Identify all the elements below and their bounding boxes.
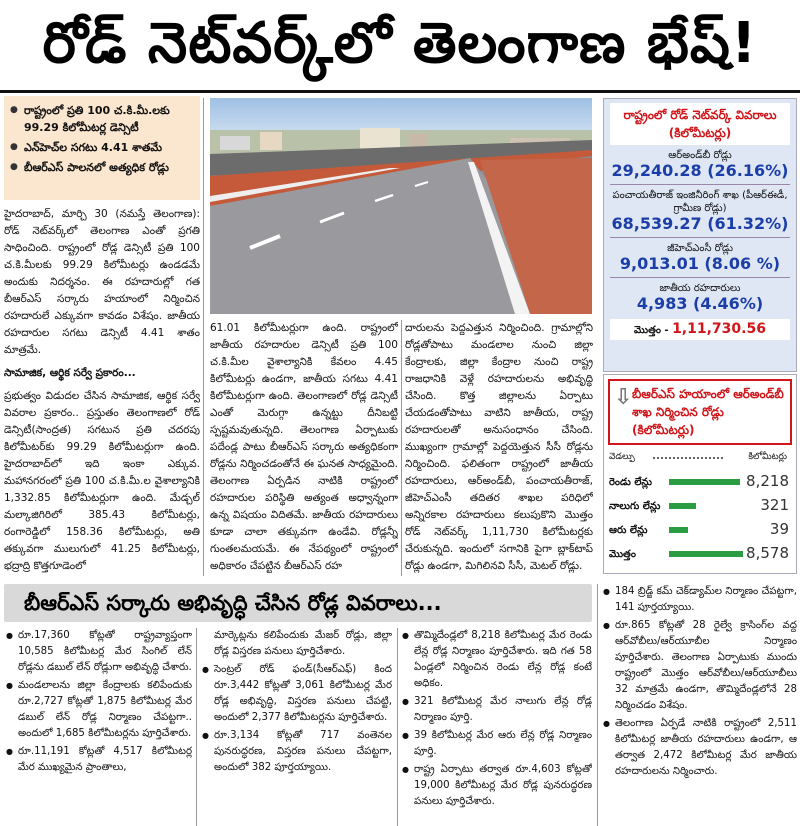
detail-item: ● సెంట్రల్ రోడ్ ఫండ్(సీఆర్ఎఫ్) కింద రూ.3,442 కోట్లతో 3,061 కిలోమీటర్ల మేర రోడ్ల అభివృద్ధి, విస్తరణ పనులు చేపట్టి, అందులో 2,377 కిలోమీటర్లను పూర్తిచేశారు. — [202, 662, 392, 726]
detail-item: ● రూ.11,191 కోట్లతో 4,517 కిలోమీటర్ల మేర ముఖ్యమైన ప్రాంతాలు, — [6, 744, 192, 776]
article-body-3: దారులను పెద్దఎత్తున నిర్మించింది. గ్రామాల్లోని రోడ్లతోపాటు మండలాల నుంచి జిల్లా కేంద్రాలకు, జిల్లా కేంద్రాల నుంచి రాష్ట్ర రాజధానికి వెళ్లే రహదారులను అభివృద్ధి చేసింది. కొత్త జిల్లాలను ఏర్పాటు చేయడంతోపాటు వాటిని జాతీయ, రాష్ట్ర రహదారులతో అనుసంధానం చేసింది. ముఖ్యంగా గ్రామాల్లో పెద్దయెత్తున సీసీ రోడ్లను నిర్మించింది. ఫలితంగా రాష్ట్రంలో జాతీయ రహదారులు, ఆర్అండ్‌బీ, పంచాయతీరాజ్, జీహెచ్ఎంసీ తదితర శాఖల పరిధిలో అన్నిరకాల రహదారులు కలుపుకొని మొత్తం రోడ్ నెట్‌వర్క్ 1,11,730 కిలోమీటర్లకు చేరుకున్నది. ఇందులో సగానికి పైగా బ్లాక్‌టాప్ రోడ్లు ఉండగా, మిగిలినవి సీసీ, మెటల్ రోడ్లు. — [405, 322, 593, 572]
details-column-2 — [202, 628, 392, 826]
lane-head-left: వెడల్పు — [609, 452, 635, 462]
article-intro: హైదరాబాద్, మార్చి 30 (నమస్తే తెలంగాణ): రోడ్ నెట్‌వర్క్‌లో తెలంగాణ ఎంతో ప్రగతి సాధించింది. రాష్ట్రంలో రోడ్ల డెన్సిటీ ప్రతి 100 చ.కి.మీలకు 99.29 కిలోమీటర్లు ఉండడమే అందుకు నిదర్శనం. ఈ రహదారుల్లో గత బీఆర్ఎస్ సర్కారు హయాంలో నిర్మించిన రహదారులే ఎక్కువగా కావడం విశేషం. జాతీయ రహదారుల సగటు డెన్సిటీ 4.41 శాతం మాత్రమే. — [4, 208, 200, 356]
details-column-4 — [603, 584, 797, 826]
article-body-1: ప్రభుత్వం విడుదల చేసిన సామాజిక, ఆర్థిక సర్వే వివరాల ప్రకారం.. ప్రస్తుతం తెలంగాణలో రోడ్ డెన్సిటీ(సాంద్రత) సగటున ప్రతి చదరపు కిలోమీటర్‌కు 99.29 కిలోమీటర్లుగా ఉంది. హైదరాబాద్‌లో ఇది ఇంకా ఎక్కువ. మహానగరంలో ప్రతి 100 చ.కి.మీ.ల వైశాల్యానికి 1,332.85 కిలోమీటర్లుగా ఉంది. మేడ్చల్ మల్కాజిగిరిలో 385.43 కిలోమీటర్లు, రంగారెడ్డిలో 158.36 కిలోమీటర్లు, అతి తక్కువగా ములుగులో 41.25 కిలోమీటర్లు, భద్రాద్రి కొత్తగూడెంలో — [4, 390, 200, 572]
network-label: జీహెచ్ఎంసీ రోడ్లు — [667, 243, 733, 254]
lane-bar — [669, 527, 688, 533]
article-body-2: 61.01 కిలోమీటర్లుగా ఉంది. రాష్ట్రంలో జాతీయ రహదారుల డెన్సిటీ ప్రతి 100 చ.కి.మీల వైశాల్యానికి కేవలం 4.45 కిలోమీటర్లు ఉండగా, జాతీయ సగటు 4.41 కిలోమీటర్లుగా ఉంది. తెలంగాణలో రోడ్ల డెన్సిటీ ఎంతో మెరుగ్గా ఉన్నట్టు దీనిబట్టి స్పష్టమవుతున్నది. తెలంగాణ ఏర్పాటుకు పదేండ్ల పాటు బీఆర్ఎస్ సర్కారు అత్యధికంగా రోడ్లను నిర్మించడంతోనే ఈ ఘనత సాధ్యమైంది. తెలంగాణ ఏర్పడిన నాటికి రాష్ట్రంలో రహదారుల పరిస్థితి అత్యంత అధ్వాన్నంగా ఉన్న విషయం విదితమే. జాతీయ రహదారులు కూడా చాలా తక్కువగా ఉండేవి. రోడ్లన్నీ గుంతలమయమే. ఈ నేపథ్యంలో రాష్ట్రంలో అధికారం చేపట్టిన బీఆర్ఎస్ రహ — [210, 322, 398, 572]
lane-value: 8,218 — [746, 472, 789, 490]
headline-rule — [0, 90, 800, 93]
network-total — [610, 319, 790, 340]
lane-table-header — [609, 452, 793, 466]
network-label: జాతీయ రహదారులు — [659, 283, 741, 294]
network-value: 9,013.01 (8.06 %) — [619, 254, 781, 273]
lane-row — [607, 496, 793, 516]
highlight-item: ● ఎన్‌హెచ్‌ల సగటు 4.41 శాతమే — [10, 139, 194, 156]
road-network-box — [603, 98, 797, 372]
network-total-label: మొత్తం - — [634, 325, 669, 336]
lane-row — [607, 544, 793, 564]
lane-bar — [669, 503, 696, 509]
lane-row — [607, 472, 793, 492]
detail-item: ● రూ.3,134 కోట్లతో 717 వంతెనల పునరుద్ధరణ, విస్తరణ పనులు చేపట్టగా, అందులో 382 పూర్తయ్యాయి. — [202, 728, 392, 776]
detail-item: ● తొమ్మిదేండ్లలో 8,218 కిలోమీటర్ల మేర రెండు లేన్ల రోడ్ల నిర్మాణం పూర్తిచేశారు. ఇది గత 58 ఏండ్లలో నిర్మించిన రెండు లేన్ల రోడ్ల కంటే అధికం. — [402, 628, 592, 692]
brs-title: ⇩ బీఆర్ఎస్ హయాంలో ఆర్అండ్‌బీ శాఖ నిర్మించిన రోడ్లు (కిలోమీటర్లు) — [608, 379, 792, 445]
detail-item: ● 184 బ్రిడ్జ్ కమ్ చెక్‌డ్యామ్‌ల నిర్మాణం చేపట్టగా, 141 పూర్తయ్యాయి. — [603, 584, 797, 616]
lane-label: మొత్తం — [609, 549, 636, 560]
highlight-item: ● బీఆర్ఎస్ పాలనలో అత్యధిక రోడ్లు — [10, 159, 194, 176]
network-value: 68,539.27 (61.32%) — [611, 214, 789, 233]
column-divider — [203, 98, 204, 576]
details-column-1 — [6, 628, 192, 826]
lane-bar — [669, 479, 740, 485]
lane-bar — [669, 551, 743, 557]
network-label: ఆర్అండ్‌బీ రోడ్లు — [668, 150, 732, 161]
network-total-value: 1,11,730.56 — [672, 321, 766, 337]
network-value: 4,983 (4.46%) — [636, 294, 764, 313]
lane-label: ఆరు లేన్లు — [609, 525, 648, 536]
network-label: పంచాయతీరాజ్ ఇంజినీరింగ్ శాఖ (పీఆర్ఈడీ, గ్రామీణ రోడ్లు) — [612, 190, 788, 214]
detail-item: ● 321 కిలోమీటర్ల మేర నాలుగు లేన్ల రోడ్ల నిర్మాణం పూర్తి. — [402, 694, 592, 726]
article-column-3 — [405, 320, 593, 576]
detail-item: ● తెలంగాణ ఏర్పడే నాటికి రాష్ట్రంలో 2,511 కిలోమీటర్ల జాతీయ రహదారులు ఉండగా, ఆ తర్వాత 2,472 కిలోమీటర్ల మేర జాతీయ రహదారులను నిర్మించారు. — [603, 716, 797, 780]
lane-head-right: కిలోమీటర్లు — [748, 452, 787, 462]
highlight-item: ● రాష్ట్రంలో ప్రతి 100 చ.కి.మీ.లకు 99.29 కిలోమీటర్ల డెన్సిటీ — [10, 102, 194, 136]
headline: రోడ్ నెట్‌వర్క్‌లో తెలంగాణ భేష్! — [42, 11, 758, 76]
lane-label: నాలుగు లేన్లు — [609, 501, 661, 512]
lane-label: రెండు లేన్లు — [609, 477, 652, 488]
article-subhead: సామాజిక, ఆర్థిక సర్వే ప్రకారం... — [4, 367, 136, 379]
column-divider — [401, 320, 402, 576]
lane-row — [607, 520, 793, 540]
detail-item: ● రూ.17,360 కోట్లతో రాష్ట్రవ్యాప్తంగా 10,585 కిలోమీటర్ల మేర సింగిల్ లేన్ రోడ్లను డబుల్ లేన్ రోడ్లుగా అభివృద్ధి చేశారు. — [6, 628, 192, 676]
highway-photo — [210, 98, 592, 314]
article-column-2 — [210, 320, 398, 576]
details-column-3 — [402, 628, 592, 826]
down-arrow-icon: ⇩ — [614, 385, 633, 410]
article-column-1 — [4, 206, 200, 576]
section-band: బీఆర్ఎస్ సర్కారు అభివృద్ధి చేసిన రోడ్ల వివరాలు... — [4, 584, 592, 622]
detail-item: ● రాష్ట్ర ఏర్పాటు తర్వాత రూ.4,603 కోట్లతో 19,000 కిలోమీటర్ల మేర రోడ్ల పునరుద్ధరణ పనులు పూర్తిచేశారు. — [402, 762, 592, 810]
highlights-box — [4, 96, 200, 200]
detail-continuation: మార్కెట్లను కలిపేందుకు మేజర్ రోడ్లు, జిల్లా రోడ్ల విస్తరణ పనులు పూర్తిచేశారు. — [214, 630, 392, 657]
network-value: 29,240.28 (26.16%) — [611, 161, 789, 180]
detail-item: ● మండలాలను జిల్లా కేంద్రాలకు కలిపేందుకు రూ.2,727 కోట్లతో 1,875 కిలోమీటర్ల మేర డబుల్ లేన్ రోడ్ల నిర్మాణం చేపట్టగా.. అందులో 1,685 కిలోమీటర్లను పూర్తిచేశారు. — [6, 678, 192, 742]
lane-value: 321 — [760, 496, 789, 514]
lane-value: 8,578 — [746, 544, 789, 562]
lane-value: 39 — [769, 520, 789, 538]
network-title: రాష్ట్రంలో రోడ్ నెట్‌వర్క్ వివరాలు (కిలోమీటర్లు) — [610, 103, 790, 145]
detail-item: ● 39 కిలోమీటర్ల మేర ఆరు లేన్ల రోడ్ల నిర్మాణం పూర్తి. — [402, 728, 592, 760]
detail-item: ● రూ.865 కోట్లతో 28 రైల్వే క్రాసింగ్‌ల వద్ద ఆర్‌వోబీలు/ఆర్‌యూబీల నిర్మాణం పూర్తిచేశారు. తెలంగాణ ఏర్పాటుకు ముందు రాష్ట్రంలో మొత్తం ఆర్‌వోబీలు/ఆర్‌యూబీలు 32 మాత్రమే ఉండగా, తొమ్మిదేండ్లలోనే 28 నిర్మించడం విశేషం. — [603, 618, 797, 714]
